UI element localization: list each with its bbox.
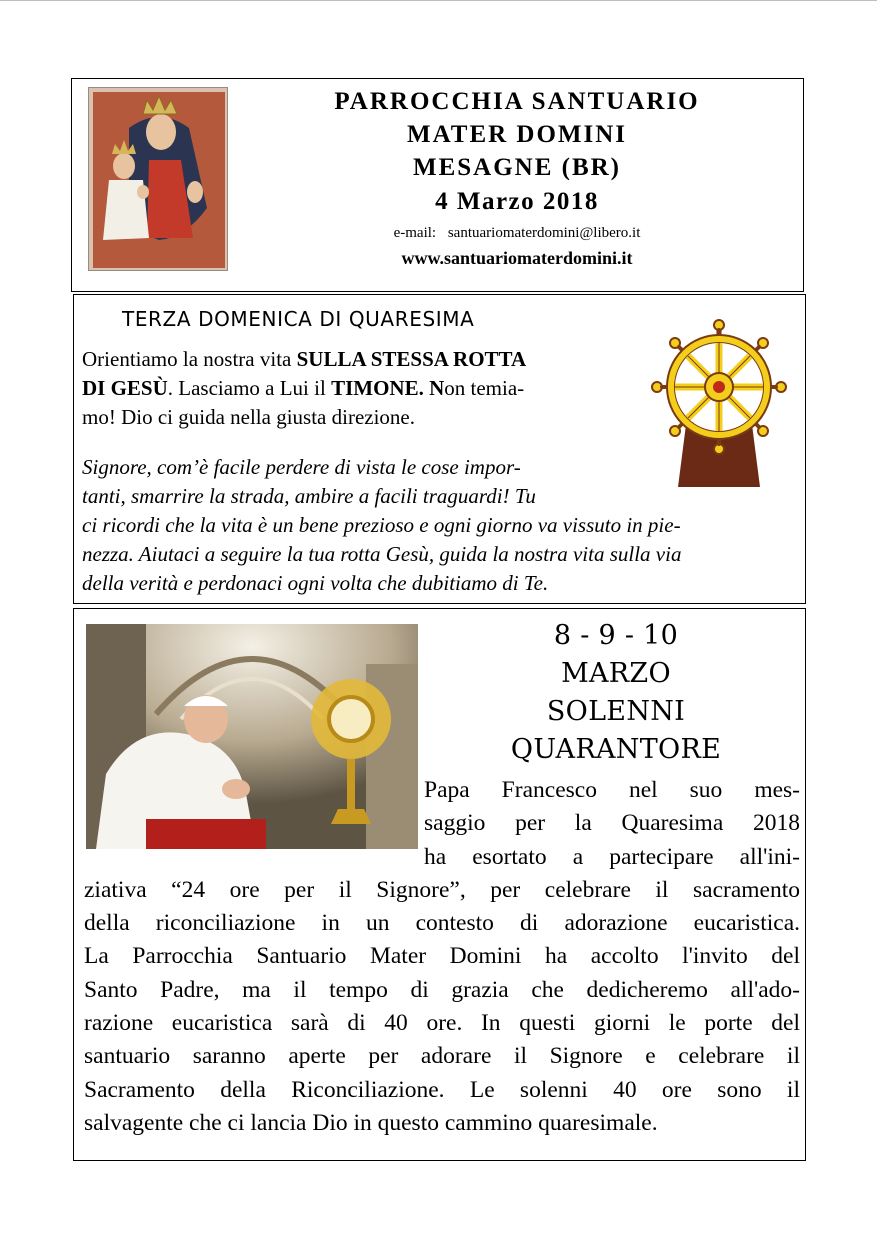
- madonna-icon-image: [88, 87, 228, 271]
- intro-text-a: Orientiamo la nostra vita: [82, 347, 297, 371]
- bulletin-date: 4 Marzo 2018: [435, 188, 599, 215]
- parish-title-line-3: MESAGNE (BR): [412, 154, 622, 181]
- parish-header-text: [272, 85, 762, 272]
- prayer-line: Signore, com’è facile perdere di vista le cose impor-: [82, 455, 521, 479]
- website-link[interactable]: www.santuariomaterdomini.it: [401, 248, 633, 268]
- event-month: MARZO: [561, 658, 671, 689]
- quarantore-text: [84, 774, 800, 1140]
- body-line: Papa Francesco nel suo mes-: [424, 777, 800, 803]
- body-line: razione eucaristica sarà di 40 ore. In questi giorni le porte del: [84, 1010, 800, 1037]
- prayer-line: nezza. Aiutaci a seguire la tua rotta Gesù, guida la nostra vita sulla via: [82, 542, 682, 566]
- parish-title-line-1: PARROCCHIA SANTUARIO: [334, 88, 700, 115]
- lent-prayer: [82, 453, 802, 598]
- prayer-line: ci ricordi che la vita è un bene prezioso e ogni giorno va vissuto in pie-: [82, 513, 681, 537]
- prayer-line: della verità e perdonaci ogni volta che dubitiamo di Te.: [82, 571, 549, 595]
- email-link[interactable]: santuariomaterdomini@libero.it: [447, 225, 641, 241]
- body-line: La Parrocchia Santuario Mater Domini ha accolto l'invito del: [84, 943, 800, 970]
- lent-sunday-section: [73, 294, 806, 604]
- parish-title-line-2: MATER DOMINI: [406, 121, 628, 148]
- intro-line-3: mo! Dio ci guida nella giusta direzione.: [82, 405, 415, 429]
- event-dates: 8 - 9 - 10: [553, 620, 679, 651]
- event-name: QUARANTORE: [510, 734, 722, 765]
- body-line: della riconciliazione in un contesto di adorazione eucaristica.: [84, 910, 800, 937]
- intro-text-c: on temia-: [444, 376, 525, 400]
- intro-text-b: . Lasciamo a Lui il: [167, 376, 332, 400]
- intro-line-1: [82, 345, 622, 374]
- intro-bold-course: SULLA STESSA ROTTA: [296, 347, 527, 371]
- top-divider: [0, 0, 877, 1]
- body-line: salvagente che ci lancia Dio in questo cammino quaresimale.: [84, 1109, 658, 1136]
- body-line: Sacramento della Riconciliazione. Le solenni 40 ore sono il: [84, 1076, 800, 1103]
- body-line: santuario saranno aperte per adorare il Signore e celebrare il: [84, 1043, 800, 1070]
- intro-bold-helm: TIMONE. N: [331, 376, 445, 400]
- body-line: ha esortato a partecipare all'ini-: [424, 843, 800, 870]
- quarantore-title: [486, 617, 746, 769]
- prayer-line: tanti, smarrire la strada, ambire a facili traguardi! Tu: [82, 484, 536, 508]
- body-line: saggio per la Quaresima 2018: [424, 810, 800, 837]
- parish-header: [71, 78, 804, 292]
- intro-line-2: [82, 374, 622, 403]
- email-label: e-mail:: [393, 225, 437, 241]
- event-solemn: SOLENNI: [546, 696, 686, 727]
- lent-sunday-heading: TERZA DOMENICA DI QUARESIMA: [122, 307, 475, 331]
- email-line: [272, 222, 762, 244]
- intro-bold-jesus: DI GESÙ: [82, 376, 168, 400]
- body-line: ziativa “24 ore per il Signore”, per celebrare il sacramento: [84, 876, 800, 903]
- quarantore-section: [73, 608, 806, 1161]
- lent-intro-text: [82, 345, 622, 432]
- body-line: Santo Padre, ma il tempo di grazia che dedicheremo all'ado-: [84, 976, 800, 1003]
